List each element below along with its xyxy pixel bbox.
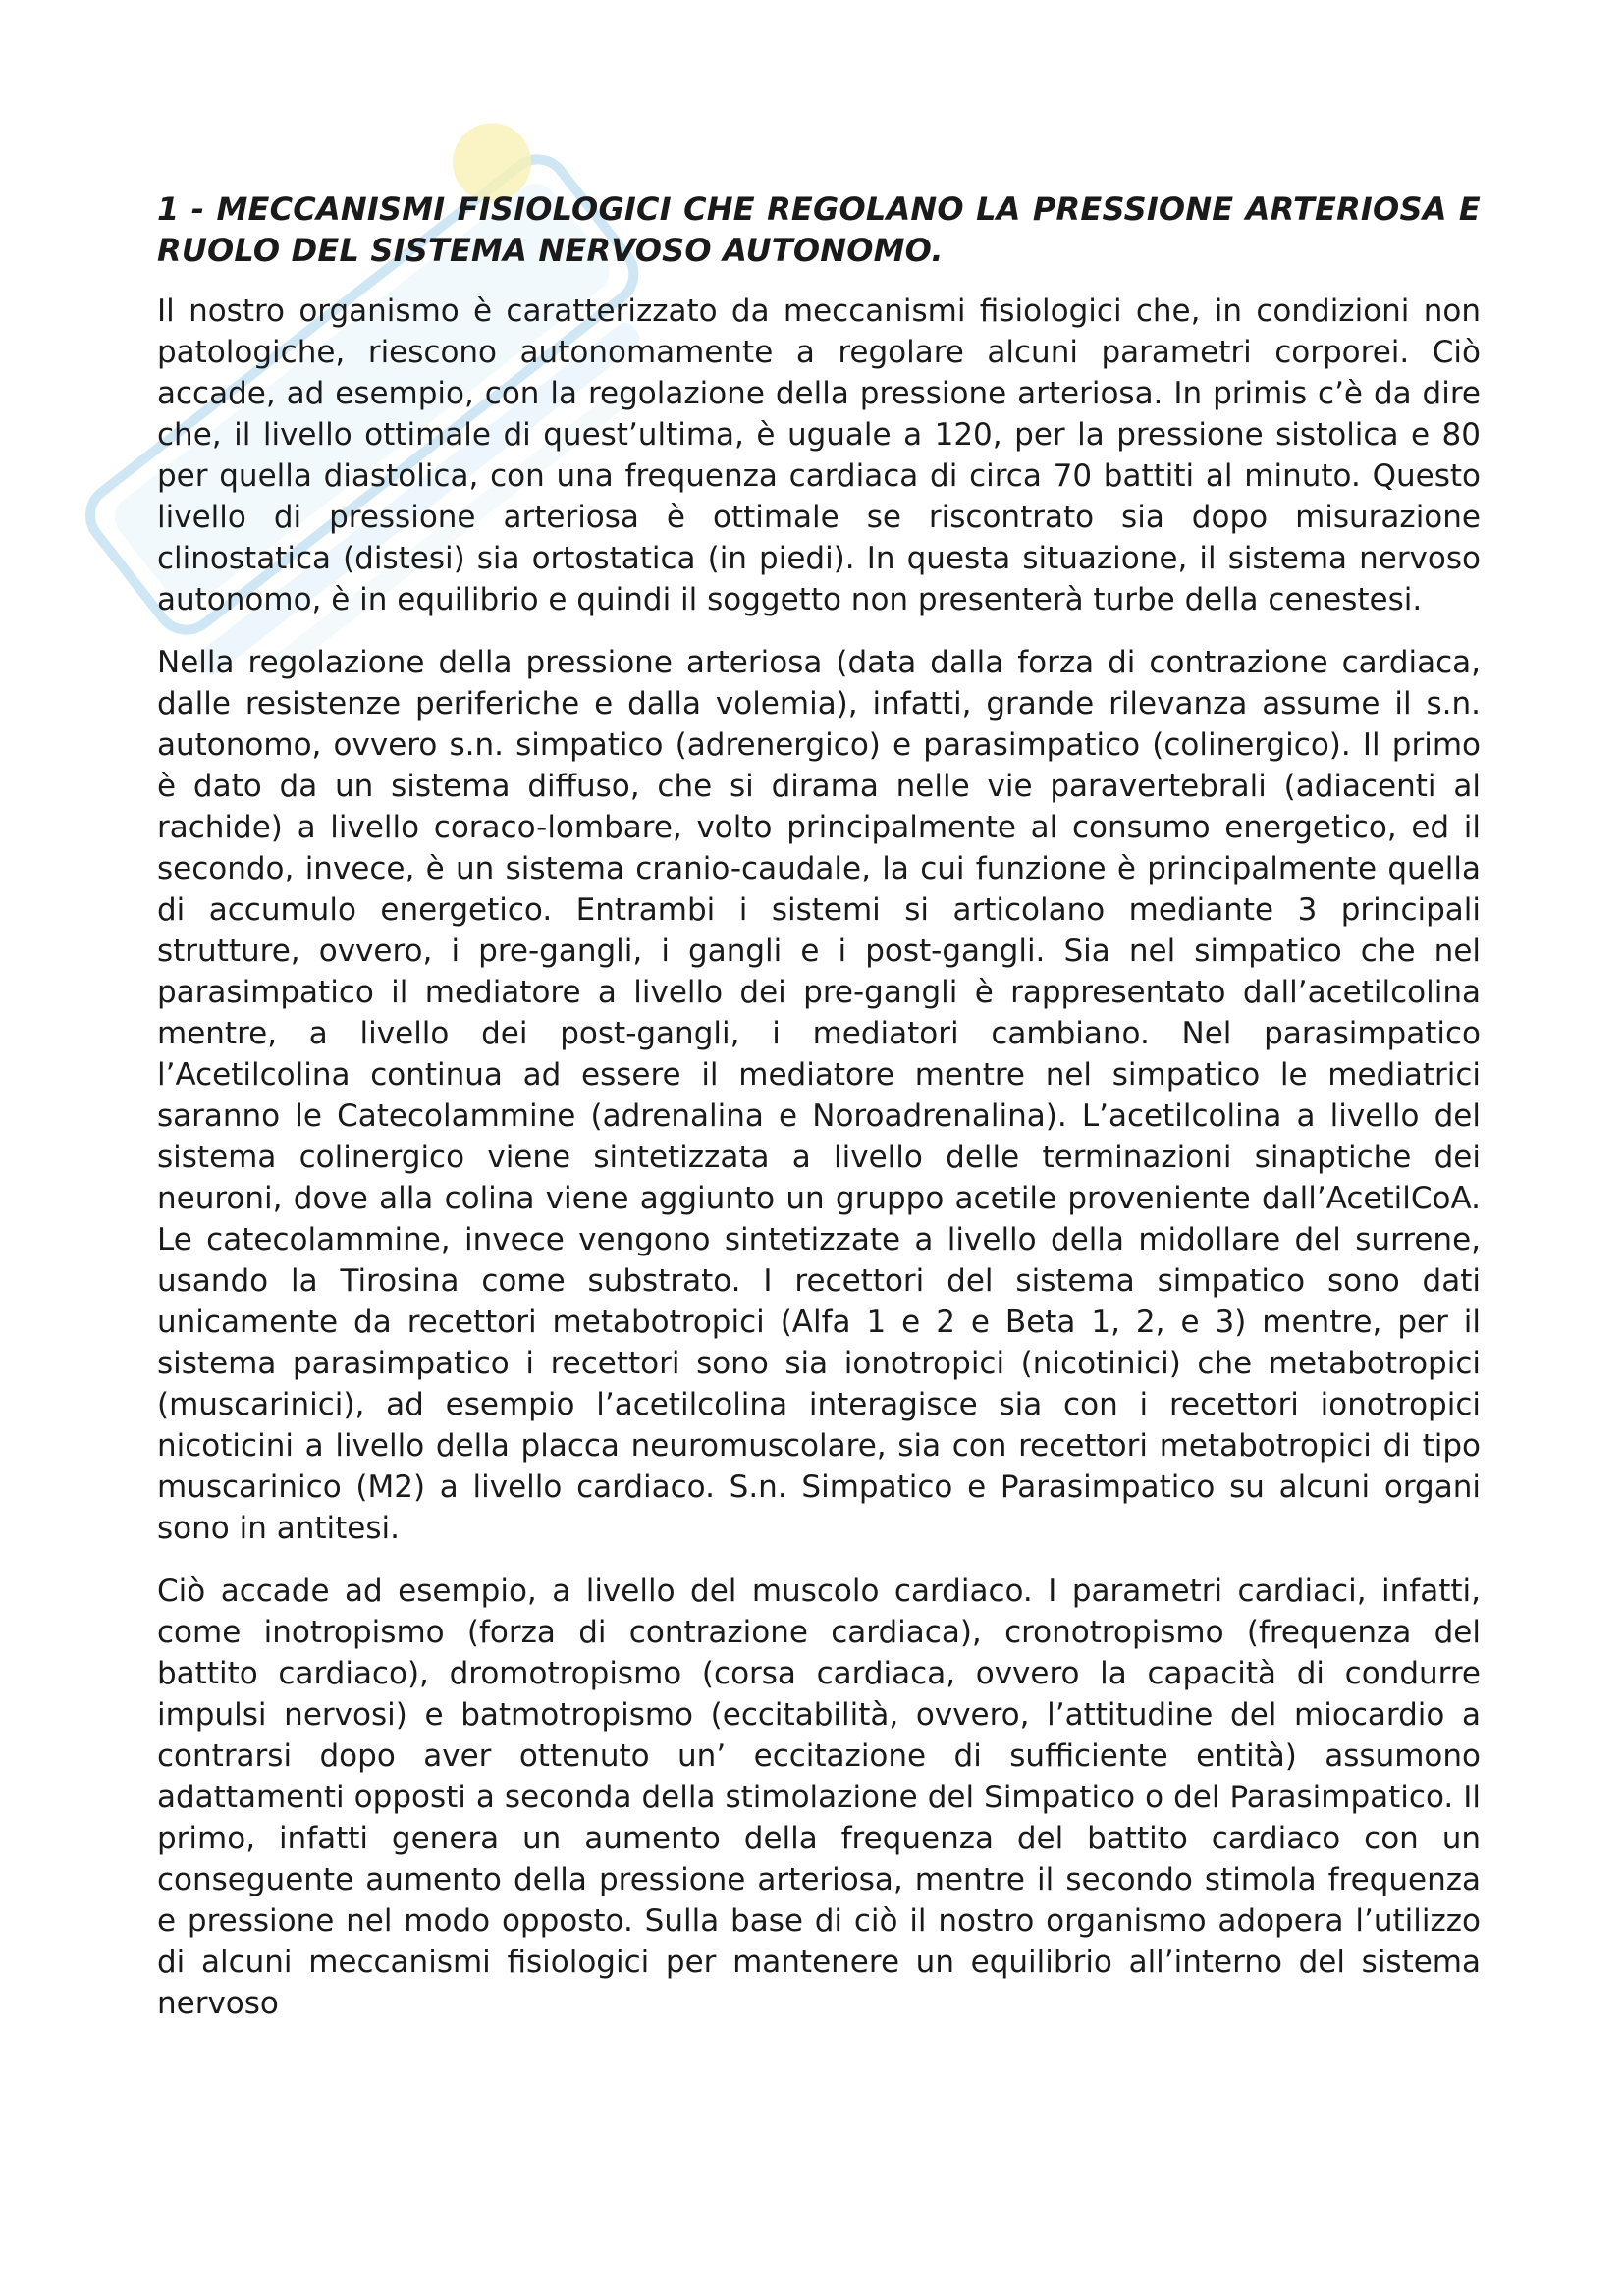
paragraph: Il nostro organismo è caratterizzato da meccanismi fisiologici che, in condizioni non patologiche, riescono autonomamente a regolare alcuni parametri corporei. Ciò accade, ad esempio, con la regolazione della pressione arteriosa. In primis c’è da dire che, il livello ottimale di quest’ultima, è uguale a 120, per la pressione sistolica e 80 per quella diastolica, con una frequenza cardiaca di circa 70 battiti al minuto. Questo livello di pressione arteriosa è ottimale se riscontrato sia dopo misurazione clinostatica (distesi) sia ortostatica (in piedi). In questa situazione, il sistema nervoso autonomo, è in equilibrio e quindi il soggetto non presenterà turbe della cenestesi. — [157, 294, 1481, 617]
paragraph: Ciò accade ad esempio, a livello del muscolo cardiaco. I parametri cardiaci, infatti, come inotropismo (forza di contrazione cardiaca), cronotropismo (frequenza del battito cardiaco), dromotropismo (corsa cardiaca, ovvero la capacità di condurre impulsi nervosi) e batmotropismo (eccitabilità, ovvero, l’attitudine del miocardio a contrarsi dopo aver ottenuto un’ eccitazione di sufficiente entità) assumono adattamenti opposti a seconda della stimolazione del Simpatico o del Parasimpatico. Il primo, infatti genera un aumento della frequenza del battito cardiaco con un conseguente aumento della pressione arteriosa, mentre il secondo stimola frequenza e pressione nel modo opposto. Sulla base di ciò il nostro organismo adopera l’utilizzo di alcuni meccanismi fisiologici per mantenere un equilibrio all’interno del sistema nervoso — [157, 1574, 1481, 2021]
section-title: 1 - MECCANISMI FISIOLOGICI CHE REGOLANO LA PRESSIONE ARTERIOSA E RUOLO DEL SISTEMA NERVOSO AUTONOMO. — [157, 190, 1481, 269]
document-body — [157, 188, 1481, 2046]
paragraph: Nella regolazione della pressione arteriosa (data dalla forza di contrazione cardiaca, dalle resistenze periferiche e dalla volemia), infatti, grande rilevanza assume il s.n. autonomo, ovvero s.n. simpatico (adrenergico) e parasimpatico (colinergico). Il primo è dato da un sistema diffuso, che si dirama nelle vie paravertebrali (adiacenti al rachide) a livello coraco-lombare, volto principalmente al consumo energetico, ed il secondo, invece, è un sistema cranio-caudale, la cui funzione è principalmente quella di accumulo energetico. Entrambi i sistemi si articolano mediante 3 principali strutture, ovvero, i pre-gangli, i gangli e i post-gangli. Sia nel simpatico che nel parasimpatico il mediatore a livello dei pre-gangli è rappresentato dall’acetilcolina mentre, a livello dei post-gangli, i mediatori cambiano. Nel parasimpatico l’Acetilcolina continua ad essere il mediatore mentre nel simpatico le mediatrici saranno le Catecolammine (adrenalina e Noroadrenalina). L’acetilcolina a livello del sistema colinergico viene sintetizzata a livello delle terminazioni sinaptiche dei neuroni, dove alla colina viene aggiunto un gruppo acetile proveniente dall’AcetilCoA. Le catecolammine, invece vengono sintetizzate a livello della midollare del surrene, usando la Tirosina come substrato. I recettori del sistema simpatico sono dati unicamente da recettori metabotropici (Alfa 1 e 2 e Beta 1, 2, e 3) mentre, per il sistema parasimpatico i recettori sono sia ionotropici (nicotinici) che metabotropici (muscarinici), ad esempio l’acetilcolina interagisce sia con i recettori ionotropici nicoticini a livello della placca neuromuscolare, sia con recettori metabotropici di tipo muscarinico (M2) a livello cardiaco. S.n. Simpatico e Parasimpatico su alcuni organi sono in antitesi. — [157, 645, 1481, 1546]
